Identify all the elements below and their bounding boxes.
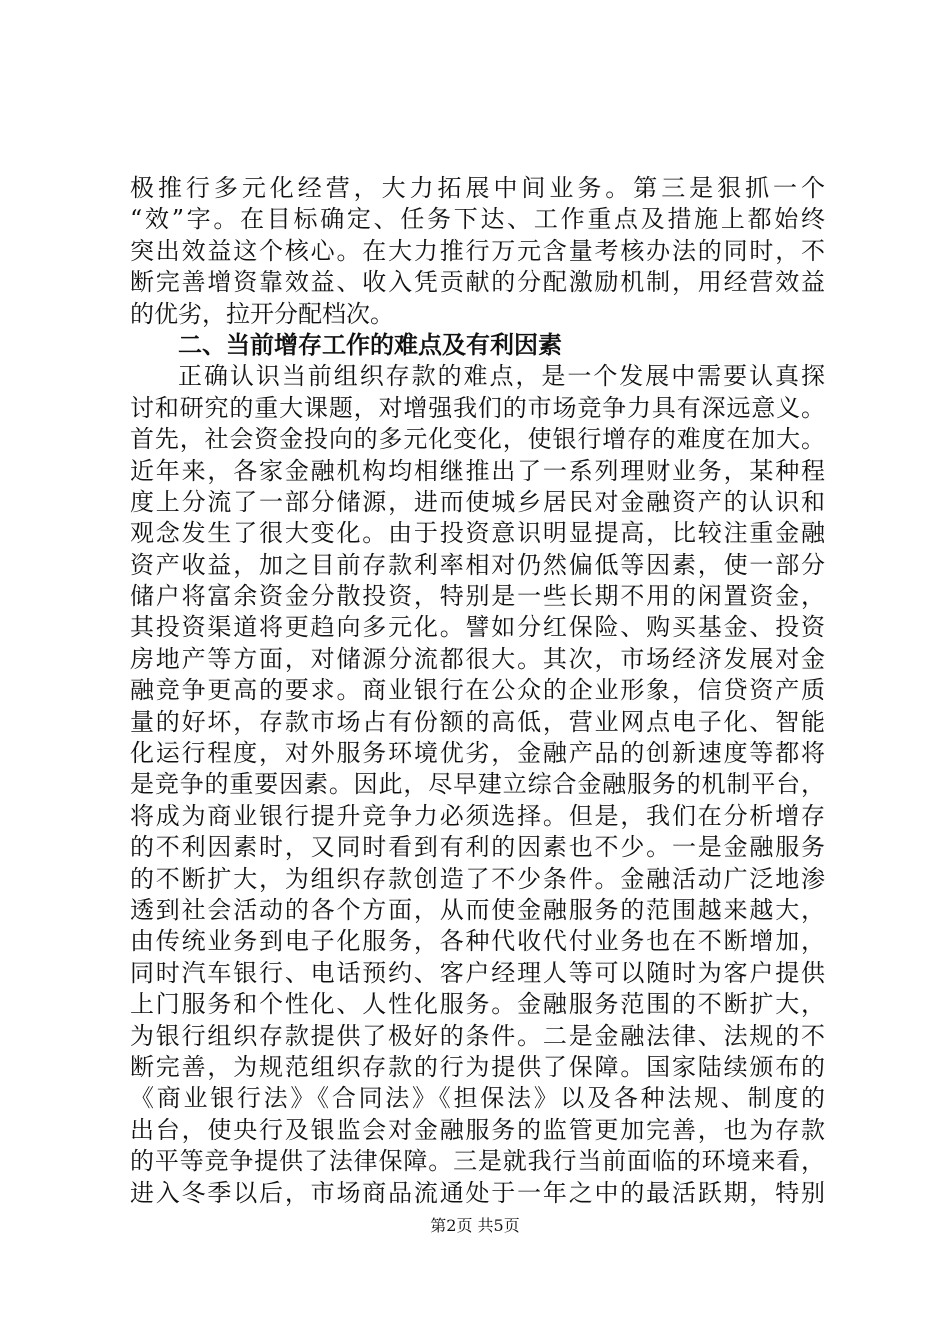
page-number-footer: 第2页 共5页	[430, 1216, 520, 1235]
text-line: 进入冬季以后，市场商品流通处于一年之中的最活跃期，特别	[130, 1178, 825, 1207]
text-line: 是竞争的重要因素。因此，尽早建立综合金融服务的机制平台，	[130, 770, 825, 799]
text-line: 上门服务和个性化、人性化服务。金融服务范围的不断扩大，	[130, 990, 825, 1019]
text-line: 资产收益，加之目前存款利率相对仍然偏低等因素，使一部分	[130, 550, 825, 579]
text-line: 的不断扩大，为组织存款创造了不少条件。金融活动广泛地渗	[130, 864, 825, 893]
text-line: 为银行组织存款提供了极好的条件。二是金融法律、法规的不	[130, 1021, 825, 1050]
text-line: 首先，社会资金投向的多元化变化，使银行增存的难度在加大。	[130, 425, 825, 454]
text-line: 近年来，各家金融机构均相继推出了一系列理财业务，某种程	[130, 456, 825, 485]
text-line: 度上分流了一部分储源，进而使城乡居民对金融资产的认识和	[130, 487, 825, 516]
text-line: “效”字。在目标确定、任务下达、工作重点及措施上都始终	[130, 205, 825, 234]
text-line: 其投资渠道将更趋向多元化。譬如分红保险、购买基金、投资	[130, 613, 825, 642]
text-line: 的优劣，拉开分配档次。	[130, 299, 394, 328]
text-line: 出台，使央行及银监会对金融服务的监管更加完善，也为存款	[130, 1115, 825, 1144]
text-line: 突出效益这个核心。在大力推行万元含量考核办法的同时，不	[130, 236, 825, 265]
text-line: 化运行程度，对外服务环境优劣，金融产品的创新速度等都将	[130, 739, 825, 768]
text-line: 观念发生了很大变化。由于投资意识明显提高，比较注重金融	[130, 519, 825, 548]
text-line: 融竞争更高的要求。商业银行在公众的企业形象，信贷资产质	[130, 676, 825, 705]
text-line: 的不利因素时，又同时看到有利的因素也不少。一是金融服务	[130, 833, 825, 862]
text-line: 透到社会活动的各个方面，从而使金融服务的范围越来越大，	[130, 895, 825, 924]
text-line: 讨和研究的重大课题，对增强我们的市场竞争力具有深远意义。	[130, 393, 825, 422]
text-line: 由传统业务到电子化服务，各种代收代付业务也在不断增加，	[130, 927, 825, 956]
text-line: 房地产等方面，对储源分流都很大。其次，市场经济发展对金	[130, 644, 825, 673]
text-line: 量的好坏，存款市场占有份额的高低，营业网点电子化、智能	[130, 707, 825, 736]
text-line: 的平等竞争提供了法律保障。三是就我行当前面临的环境来看，	[130, 1147, 825, 1176]
text-line: 将成为商业银行提升竞争力必须选择。但是，我们在分析增存	[130, 801, 825, 830]
text-line: 正确认识当前组织存款的难点，是一个发展中需要认真探	[178, 362, 825, 391]
text-line: 同时汽车银行、电话预约、客户经理人等可以随时为客户提供	[130, 958, 825, 987]
document-body	[130, 173, 825, 1209]
text-line: 储户将富余资金分散投资，特别是一些长期不用的闲置资金，	[130, 582, 825, 611]
section-heading: 二、当前增存工作的难点及有利因素	[178, 330, 562, 359]
text-line: 断完善增资靠效益、收入凭贡献的分配激励机制，用经营效益	[130, 268, 825, 297]
text-line: 《商业银行法》《合同法》《担保法》以及各种法规、制度的	[130, 1084, 825, 1113]
text-line: 断完善，为规范组织存款的行为提供了保障。国家陆续颁布的	[130, 1052, 825, 1081]
text-line: 极推行多元化经营，大力拓展中间业务。第三是狠抓一个	[130, 174, 825, 202]
